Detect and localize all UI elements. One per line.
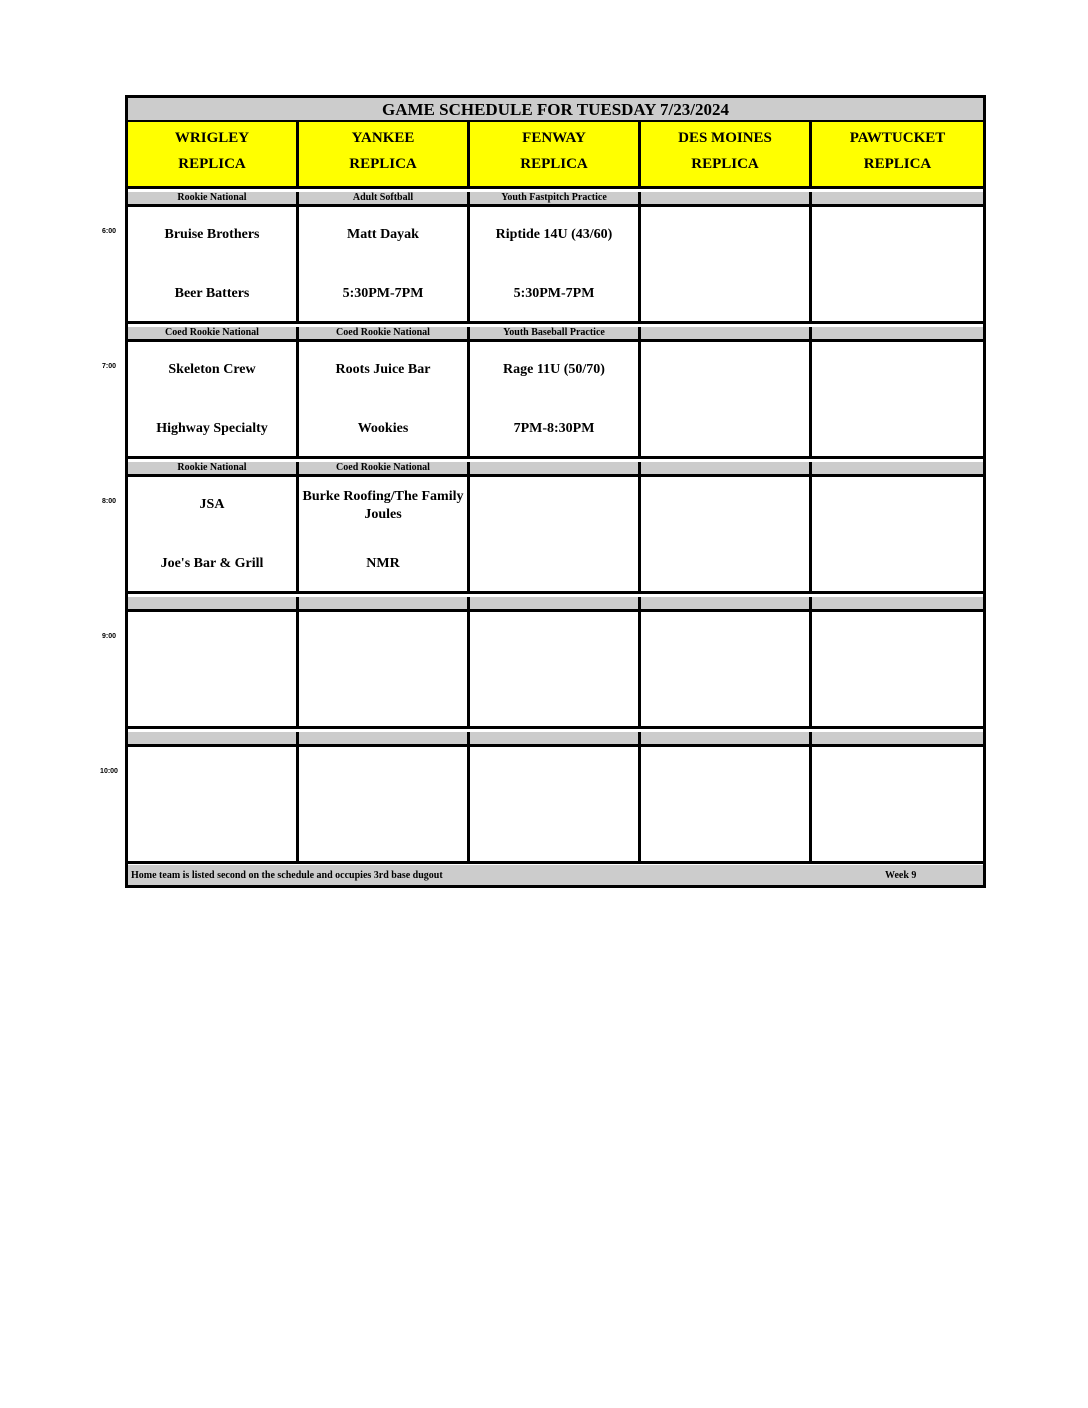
league-label (641, 732, 812, 747)
field-name: DES MOINES (678, 130, 772, 146)
game-cell-pawtucket (812, 342, 983, 459)
game-cell-wrigley (128, 612, 299, 729)
field-header-des-moines (641, 122, 812, 189)
league-label: Coed Rookie National (299, 327, 470, 342)
league-label: Coed Rookie National (128, 327, 299, 342)
game-cell-yankee (299, 477, 470, 594)
league-label (812, 732, 983, 747)
game-cell-pawtucket (812, 747, 983, 864)
game-cell-yankee (299, 612, 470, 729)
league-label (299, 732, 470, 747)
game-cell-fenway (470, 477, 641, 594)
game-cell-des-moines (641, 612, 812, 729)
field-type: REPLICA (349, 156, 417, 172)
field-type: REPLICA (178, 156, 246, 172)
home-team: 5:30PM-7PM (513, 286, 595, 301)
home-team: NMR (366, 556, 400, 571)
league-label (812, 597, 983, 612)
field-name: YANKEE (351, 130, 415, 146)
league-label (812, 192, 983, 207)
away-team: Roots Juice Bar (335, 362, 431, 377)
league-label: Rookie National (128, 192, 299, 207)
field-name: FENWAY (522, 130, 586, 146)
game-cell-wrigley (128, 342, 299, 459)
away-team: Matt Dayak (347, 227, 419, 242)
league-label (470, 732, 641, 747)
game-cell-des-moines (641, 342, 812, 459)
home-team: Beer Batters (174, 286, 250, 301)
game-cell-fenway (470, 747, 641, 864)
home-team: Wookies (357, 421, 409, 436)
time-label: 7:00 (101, 363, 116, 370)
schedule-footer (128, 865, 983, 885)
game-cell-des-moines (641, 207, 812, 324)
field-type: REPLICA (863, 156, 932, 172)
game-cell-wrigley (128, 747, 299, 864)
time-label: 9:00 (101, 633, 116, 640)
league-label (128, 732, 299, 747)
home-team: 7PM-8:30PM (513, 421, 595, 436)
field-header-wrigley (128, 122, 299, 189)
league-label (812, 327, 983, 342)
schedule-title: GAME SCHEDULE FOR TUESDAY 7/23/2024 (128, 98, 983, 122)
time-label: 8:00 (101, 498, 116, 505)
league-label: Youth Fastpitch Practice (470, 192, 641, 207)
league-label (641, 327, 812, 342)
home-team: 5:30PM-7PM (342, 286, 424, 301)
league-label (299, 597, 470, 612)
league-label (812, 462, 983, 477)
field-header-pawtucket (812, 122, 983, 189)
time-label: 10:00 (100, 768, 118, 775)
field-header-yankee (299, 122, 470, 189)
schedule-sheet (125, 95, 986, 888)
game-cell-pawtucket (812, 477, 983, 594)
game-cell-pawtucket (812, 612, 983, 729)
away-team: Skeleton Crew (168, 362, 256, 377)
game-cell-fenway (470, 342, 641, 459)
away-team: Bruise Brothers (164, 227, 260, 242)
league-label (641, 462, 812, 477)
game-cell-des-moines (641, 477, 812, 594)
away-team: Riptide 14U (43/60) (495, 227, 613, 242)
league-label (128, 597, 299, 612)
league-label (470, 597, 641, 612)
game-cell-yankee (299, 747, 470, 864)
game-cell-wrigley (128, 207, 299, 324)
league-label (470, 462, 641, 477)
game-cell-yankee (299, 207, 470, 324)
game-cell-fenway (470, 612, 641, 729)
field-header-fenway (470, 122, 641, 189)
league-label: Adult Softball (299, 192, 470, 207)
time-label: 6:00 (101, 228, 116, 235)
home-team: Joe's Bar & Grill (160, 556, 264, 571)
week-label: Week 9 (885, 870, 917, 881)
home-team-note: Home team is listed second on the schedule and occupies 3rd base dugout (131, 870, 443, 881)
field-name: PAWTUCKET (849, 130, 946, 146)
away-team: Burke Roofing/The Family Joules (302, 489, 464, 522)
home-team: Highway Specialty (156, 421, 268, 436)
game-cell-wrigley (128, 477, 299, 594)
field-type: REPLICA (691, 156, 759, 172)
game-cell-fenway (470, 207, 641, 324)
field-type: REPLICA (520, 156, 588, 172)
field-name: WRIGLEY (174, 130, 250, 146)
league-label: Youth Baseball Practice (470, 327, 641, 342)
league-label (641, 597, 812, 612)
game-cell-yankee (299, 342, 470, 459)
league-label (641, 192, 812, 207)
away-team: Rage 11U (50/70) (503, 362, 605, 377)
league-label: Rookie National (128, 462, 299, 477)
away-team: JSA (199, 497, 225, 512)
league-label: Coed Rookie National (299, 462, 470, 477)
game-cell-pawtucket (812, 207, 983, 324)
game-cell-des-moines (641, 747, 812, 864)
